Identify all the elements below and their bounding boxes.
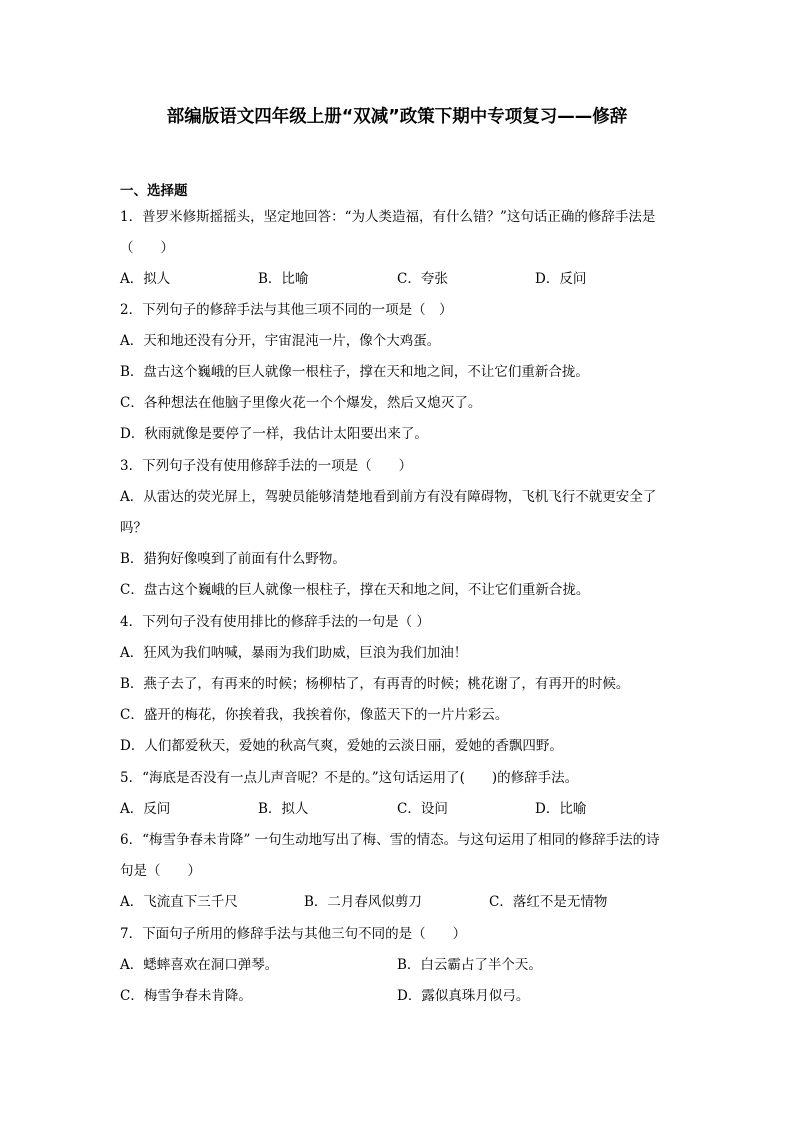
option-b: B．盘古这个巍峨的巨人就像一根柱子，撑在天和地之间，不让它们重新合拢。 [120, 364, 589, 380]
option-c: C．落红不是无情物 [489, 894, 608, 910]
question-stem: 7．下面句子所用的修辞手法与其他三句不同的是（ ） [120, 926, 467, 942]
question-stem: 6．“梅雪争春未肯降” 一句生动地写出了梅、雪的情态。与这句运用了相同的修辞手法的诗 [120, 832, 660, 848]
option-c: C．盘古这个巍峨的巨人就像一根柱子，撑在天和地之间，不让它们重新合拢。 [120, 582, 590, 598]
option-b: B．猎狗好像嗅到了前面有什么野物。 [120, 551, 346, 567]
option-c: C．夸张 [397, 271, 448, 287]
question-stem: 2．下列句子的修辞手法与其他三项不同的一项是（ ） [120, 302, 453, 318]
question-stem: 1．普罗米修斯摇摇头，坚定地回答：“为人类造福，有什么错？”这句话正确的修辞手法是 [120, 209, 656, 225]
option-a: A．从雷达的荧光屏上，驾驶员能够清楚地看到前方有没有障碍物，飞机飞行不就更安全了 [120, 489, 657, 505]
option-b: B．白云霸占了半个天。 [397, 957, 542, 973]
question-stem: 4．下列句子没有使用排比的修辞手法的一句是（ ） [120, 614, 430, 630]
question-stem: 5．“海底是否没有一点儿声音呢？不是的。”这句话运用了( )的修辞手法。 [120, 770, 579, 786]
option-d: D．反问 [535, 271, 587, 287]
option-d: D．秋雨就像是要停了一样，我估计太阳要出来了。 [120, 426, 428, 442]
option-a-continued: 吗？ [120, 520, 147, 536]
option-c: C．梅雪争春未肯降。 [120, 988, 252, 1004]
option-d: D．人们都爱秋天，爱她的秋高气爽，爱她的云淡日丽，爱她的香飘四野。 [120, 738, 563, 754]
option-a: A．拟人 [120, 271, 171, 287]
section-heading: 一、选择题 [120, 183, 188, 199]
question-stem: 3．下列句子没有使用修辞手法的一项是（ ） [120, 458, 413, 474]
option-a: A．天和地还没有分开，宇宙混沌一片，像个大鸡蛋。 [120, 333, 441, 349]
option-a: A．狂风为我们呐喊，暴雨为我们助威，巨浪为我们加油！ [120, 645, 468, 661]
option-a: A．飞流直下三千尺 [120, 894, 238, 910]
option-a: A．蟋蟀喜欢在洞口弹琴。 [120, 957, 279, 973]
document-title: 部编版语文四年级上册“双减”政策下期中专项复习——修辞 [166, 107, 628, 127]
option-c: C．设问 [397, 801, 448, 817]
option-c: C．各种想法在他脑子里像火花一个个爆发，然后又熄灭了。 [120, 395, 482, 411]
question-stem: （ ） [120, 240, 174, 256]
option-a: A．反问 [120, 801, 171, 817]
option-b: B．比喻 [258, 271, 309, 287]
option-c: C．盛开的梅花，你挨着我，我挨着你，像蓝天下的一片片彩云。 [120, 707, 509, 723]
option-b: B．燕子去了，有再来的时候；杨柳枯了，有再青的时候；桃花谢了，有再开的时候。 [120, 676, 630, 692]
option-b: B．二月春风似剪刀 [304, 894, 422, 910]
option-b: B．拟人 [258, 801, 309, 817]
option-d: D．露似真珠月似弓。 [397, 988, 530, 1004]
option-d: D．比喻 [535, 801, 587, 817]
question-stem: 句是（ ） [120, 863, 201, 879]
